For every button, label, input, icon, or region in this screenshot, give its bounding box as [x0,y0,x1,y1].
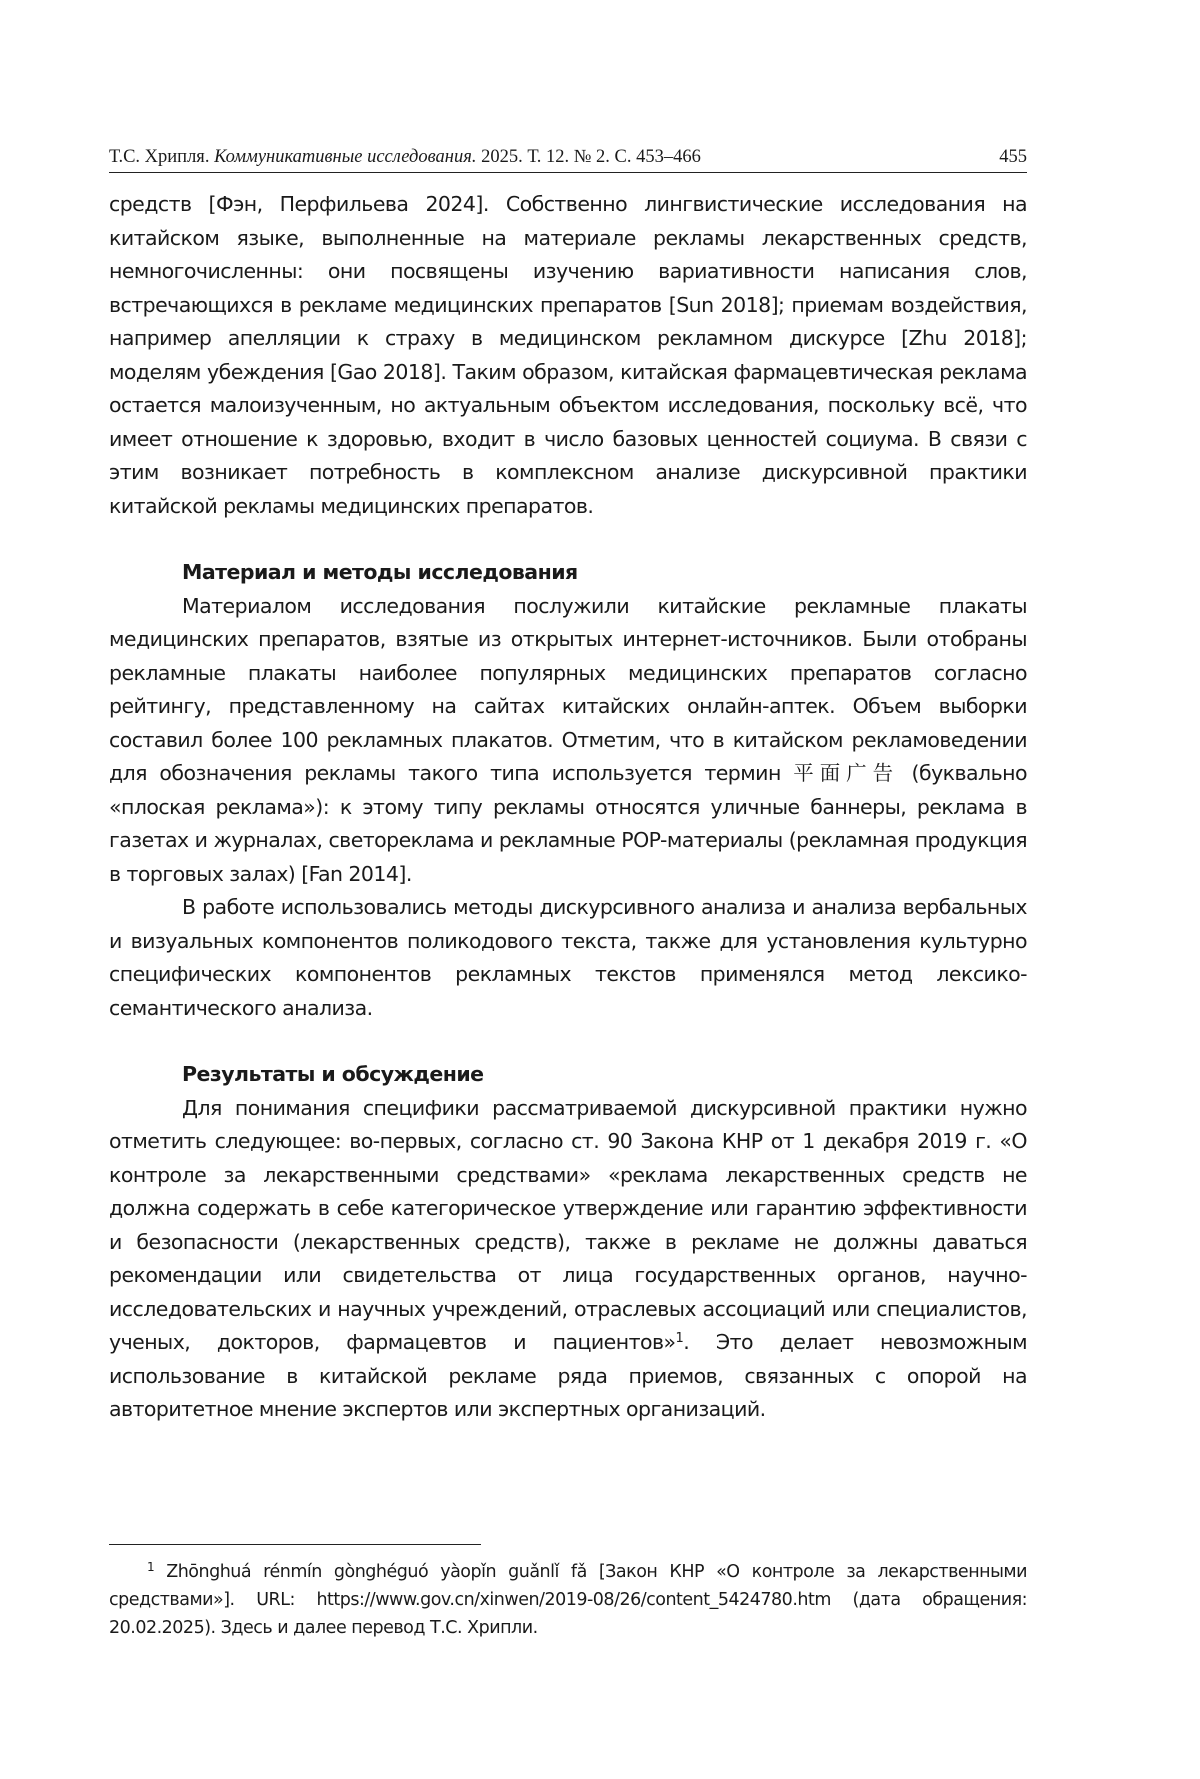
paragraph-intro-continuation: средств [Фэн, Перфильева 2024]. Собственно лингвистические исследования на китайском языке, выполненные на материале рекламы лекарственных средств, немногочисленны: они посвящены изучению вариативности написания слов, встречающихся в рекламе медицинских препаратов [Sun 2018]; приемам воздействия, например апелляции к страху в медицинском рекламном дискурсе [Zhu 2018]; моделям убеждения [Gao 2018]. Таким образом, китайская фармацевтическая реклама остается малоизученным, но актуальным объектом исследования, поскольку всё, что имеет отношение к здоровью, входит в число базовых ценностей социума. В связи с этим возникает потребность в комплексном анализе дискурсивной практики китайской рекламы медицинских препаратов. [109,192,1027,518]
paragraph-results-text: Для понимания специфики рассматриваемой дискурсивной практики нужно отметить следующее: во-первых, согласно ст. 90 Закона КНР от 1 декабря 2019 г. «О контроле за лекарственными средствами» «реклама лекарственных средств не должна содержать в себе категорическое утверждение или гарантию эффективности и безопасности (лекарственных средств), также в рекламе не должны даваться рекомендации или свидетельства от лица государственных органов, научно-исследовательских и научных учреждений, отраслевых ассоциаций или специалистов, ученых, докторов, фармацевтов и пациентов» [109,1095,1027,1354]
running-head-author: Т.С. Хрипля. [109,147,210,167]
footnote-divider [109,1544,481,1545]
page-number: 455 [999,147,1027,167]
running-head-issue: 2025. Т. 12. № 2. С. 453–466 [481,147,701,167]
footnote-marker: 1 [147,1560,155,1574]
section-heading-results: Результаты и обсуждение [182,1062,484,1086]
footnote-reference[interactable]: 1 [675,1331,684,1346]
running-header [109,142,1027,173]
footnote [109,1558,1027,1642]
paragraph-results-tail: . Это делает невозможным использование в китайской рекламе ряда приемов, связанных с опорой на авторитетное мнение экспертов или экспертных организаций. [109,1330,1027,1421]
article-body [109,188,1027,1427]
footnote-text: Zhōnghuá rénmín gònghéguó yàopǐn guǎnlǐ fǎ [Закон КНР «О контроле за лекарственными средствами»]. URL: https://www.gov.cn/xinwen/2019-08/26/content_5424780.htm (дата обращения: 20.02.2025). Здесь и далее перевод Т.С. Хрипли. [109,1562,1027,1638]
paragraph-methods: В работе использовались методы дискурсивного анализа и анализа вербальных и визуальных компонентов поликодового текста, также для установления культурно специфических компонентов рекламных текстов применялся метод лексико-семантического анализа. [109,895,1027,1020]
paragraph-results [109,1092,1027,1427]
running-head-citation [109,142,701,172]
running-head-journal: Коммуникативные исследования. [214,147,477,167]
paragraph-materials: Материалом исследования послужили китайские рекламные плакаты медицинских препаратов, взятые из открытых интернет-источников. Были отобраны рекламные плакаты наиболее популярных медицинских препаратов согласно рейтингу, представленному на сайтах китайских онлайн-аптек. Объем выборки составил более 100 рекламных плакатов. Отметим, что в китайском рекламоведении для обозначения рекламы такого типа используется термин 平面广告 (буквально «плоская реклама»): к этому типу рекламы относятся уличные баннеры, реклама в газетах и журналах, светореклама и рекламные POP-материалы (рекламная продукция в торговых залах) [Fan 2014]. [109,593,1027,886]
section-heading-materials-methods: Материал и методы исследования [182,560,578,584]
